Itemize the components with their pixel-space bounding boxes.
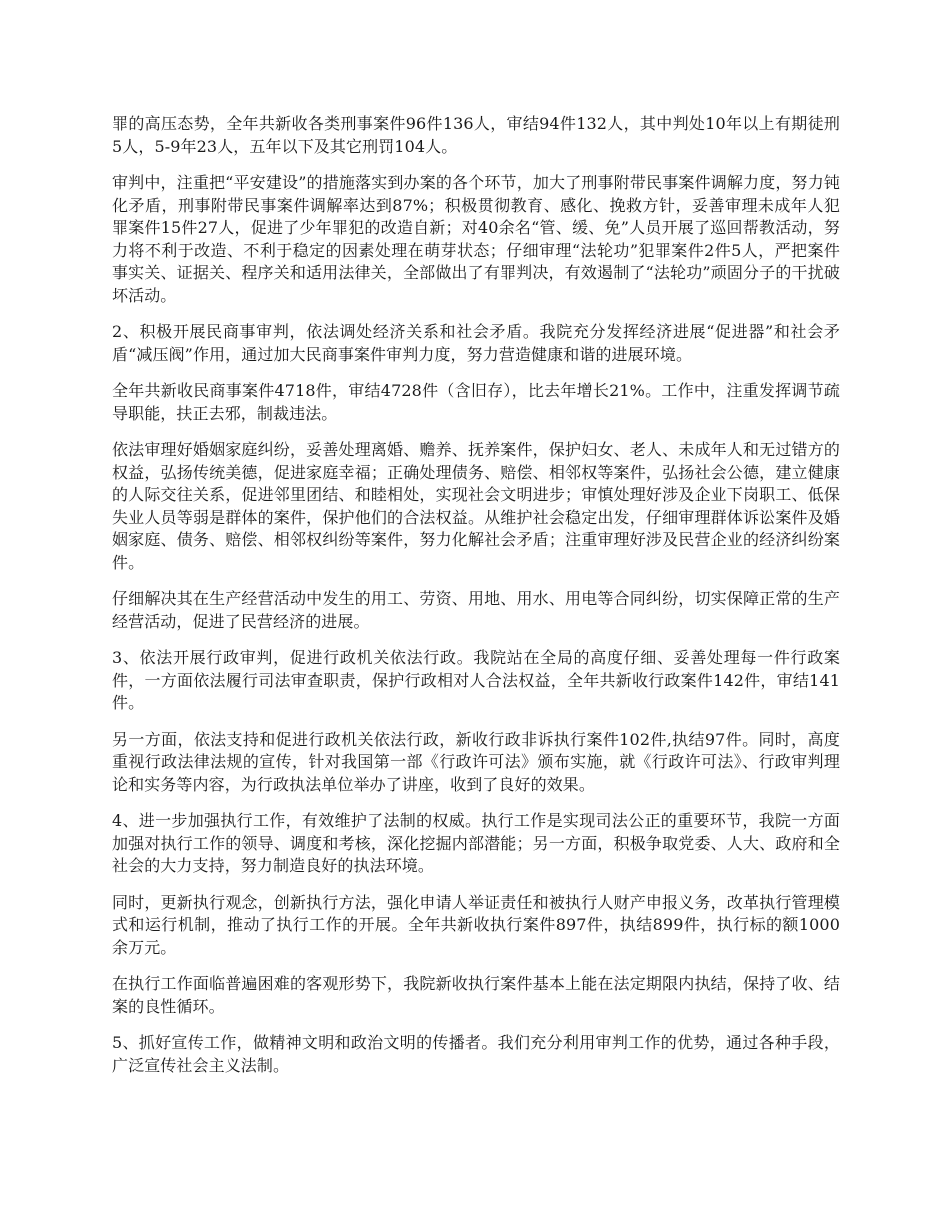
paragraph: 同时，更新执行观念，创新执行方法，强化申请人举证责任和被执行人财产申报义务，改革执行管理模式和运行机制，推动了执行工作的开展。全年共新收执行案件897件，执结899件，执行标的额1000余万元。 [112, 892, 840, 957]
paragraph: 依法审理好婚姻家庭纠纷，妥善处理离婚、赡养、抚养案件，保护妇女、老人、未成年人和无过错方的权益，弘扬传统美德，促进家庭幸福；正确处理债务、赔偿、相邻权等案件，弘扬社会公德，建立健康的人际交往关系，促进邻里团结、和睦相处，实现社会文明进步；审慎处理好涉及企业下岗职工、低保失业人员等弱是群体的案件，保护他们的合法权益。从维护社会稳定出发，仔细审理群体诉讼案件及婚姻家庭、债务、赔偿、相邻权纠纷等案件，努力化解社会矛盾；注重审理好涉及民营企业的经济纠纷案件。 [112, 440, 840, 572]
paragraph: 2、积极开展民商事审判，依法调处经济关系和社会矛盾。我院充分发挥经济进展“促进器”和社会矛盾“减压阀”作用，通过加大民商事案件审判力度，努力营造健康和谐的进展环境。 [112, 322, 840, 364]
paragraph: 审判中，注重把“平安建设”的措施落实到办案的各个环节，加大了刑事附带民事案件调解力度，努力钝化矛盾，刑事附带民事案件调解率达到87%；积极贯彻教育、感化、挽救方针，妥善审理未成年人犯罪案件15件27人，促进了少年罪犯的改造自新；对40余名“管、缓、免”人员开展了巡回帮教活动，努力将不利于改造、不利于稳定的因素处理在萌芽状态；仔细审理“法轮功”犯罪案件2件5人，严把案件事实关、证据关、程序关和适用法律关，全部做出了有罪判决，有效遏制了“法轮功”顽固分子的干扰破坏活动。 [112, 173, 840, 305]
paragraph: 在执行工作面临普遍困难的客观形势下，我院新收执行案件基本上能在法定期限内执结，保持了收、结案的良性循环。 [112, 974, 840, 1016]
paragraph: 5、抓好宣传工作，做精神文明和政治文明的传播者。我们充分利用审判工作的优势，通过各种手段，广泛宣传社会主义法制。 [112, 1033, 840, 1075]
paragraph: 4、进一步加强执行工作，有效维护了法制的权威。执行工作是实现司法公正的重要环节，我院一方面加强对执行工作的领导、调度和考核，深化挖掘内部潜能；另一方面，积极争取党委、人大、政府和全社会的大力支持，努力制造良好的执法环境。 [112, 811, 840, 875]
paragraph: 仔细解决其在生产经营活动中发生的用工、劳资、用地、用水、用电等合同纠纷，切实保障正常的生产经营活动，促进了民营经济的进展。 [112, 589, 840, 631]
paragraph: 罪的高压态势，全年共新收各类刑事案件96件136人，审结94件132人，其中判处10年以上有期徒刑5人，5-9年23人，五年以下及其它刑罚104人。 [112, 114, 840, 156]
document-body [112, 113, 840, 1091]
paragraph: 3、依法开展行政审判，促进行政机关依法行政。我院站在全局的高度仔细、妥善处理每一件行政案件，一方面依法履行司法审查职责，保护行政相对人合法权益，全年共新收行政案件142件，审结141件。 [112, 648, 840, 712]
paragraph: 另一方面，依法支持和促进行政机关依法行政，新收行政非诉执行案件102件,执结97件。同时，高度重视行政法律法规的宣传，针对我国第一部《行政许可法》颁布实施，就《行政许可法》、行政审判理论和实务等内容，为行政执法单位举办了讲座，收到了良好的效果。 [112, 729, 840, 794]
paragraph: 全年共新收民商事案件4718件，审结4728件（含旧存），比去年增长21%。工作中，注重发挥调节疏导职能，扶正去邪，制裁违法。 [112, 381, 840, 423]
